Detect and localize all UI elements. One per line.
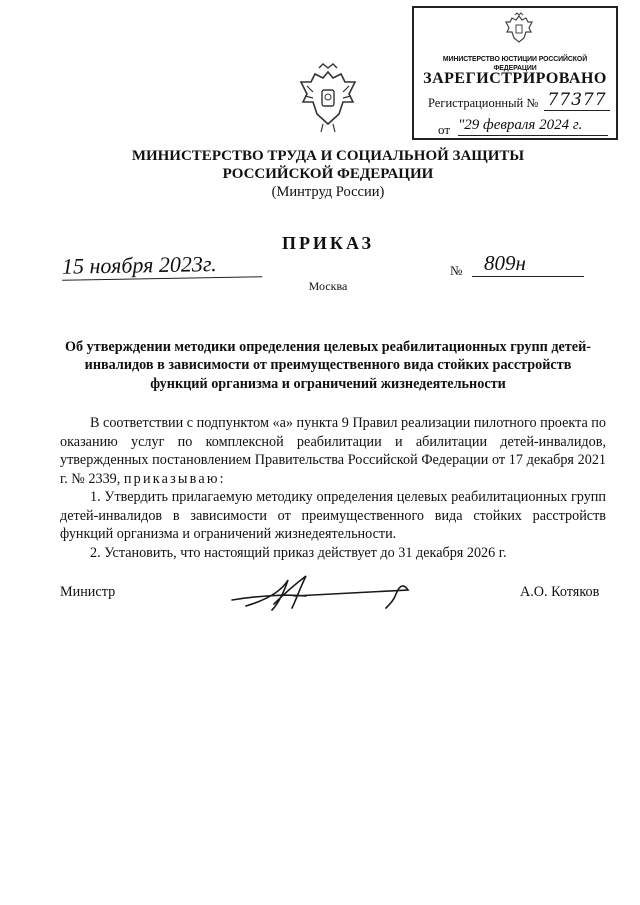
stamp-ministry-name: МИНИСТЕРСТВО ЮСТИЦИИ РОССИЙСКОЙ ФЕДЕРАЦИИ (442, 54, 588, 72)
document-type: ПРИКАЗ (281, 233, 375, 253)
number-sign: № (450, 263, 463, 278)
paragraph-item-1: 1. Утвердить прилагаемую методику определения целевых реабилитационных групп детей-инвалидов в зависимости от преимущественного вида стойких расстройств функций организма и ограничений жизнедеятельности. (60, 489, 606, 542)
signatory-name: А.О. Котяков (520, 584, 600, 600)
coat-of-arms-icon (297, 62, 359, 134)
registration-stamp (412, 6, 618, 140)
stamp-title: ЗАРЕГИСТРИРОВАНО (423, 70, 607, 87)
handwritten-date: 15 ноября 2023г. (62, 250, 262, 280)
stamp-date-label: от (438, 122, 451, 137)
document-body (60, 414, 606, 562)
ministry-short-name: (Минтруд России) (271, 184, 385, 200)
ministry-name (100, 147, 556, 183)
stamp-eagle-emblem-icon (504, 12, 534, 46)
stamp-date-value: "29 февраля 2024 г. (458, 115, 608, 136)
ministry-line-1: МИНИСТЕРСТВО ТРУДА И СОЦИАЛЬНОЙ ЗАЩИТЫ (131, 148, 525, 164)
signatory-position: Министр (60, 584, 116, 600)
preamble-text: В соответствии с подпунктом «а» пункта 9 Правил реализации пилотного проекта по оказанию услуг по комплексной реабилитации и абилитации детей-инвалидов, утвержденных постановлением Правительства Российской Федерации от 17 декабря 2021 г. № 2339, (60, 415, 606, 487)
order-number: 809н (472, 250, 584, 277)
paragraph-preamble (60, 414, 606, 488)
stamp-reg-number: 77377 (544, 90, 610, 111)
document-title: Об утверждении методики определения целевых реабилитационных групп детей-инвалидов в зависимости от преимущественного вида стойких расстройств функций организма и ограничений жизнедеятельности (65, 339, 591, 392)
paragraph-item-2: 2. Установить, что настоящий приказ действует до 31 декабря 2026 г. (90, 544, 507, 561)
order-word: приказываю: (123, 470, 226, 487)
city: Москва (308, 279, 348, 293)
handwritten-signature (226, 570, 412, 616)
stamp-reg-label: Регистрационный № (428, 96, 539, 110)
ministry-line-2: РОССИЙСКОЙ ФЕДЕРАЦИИ (222, 166, 434, 182)
